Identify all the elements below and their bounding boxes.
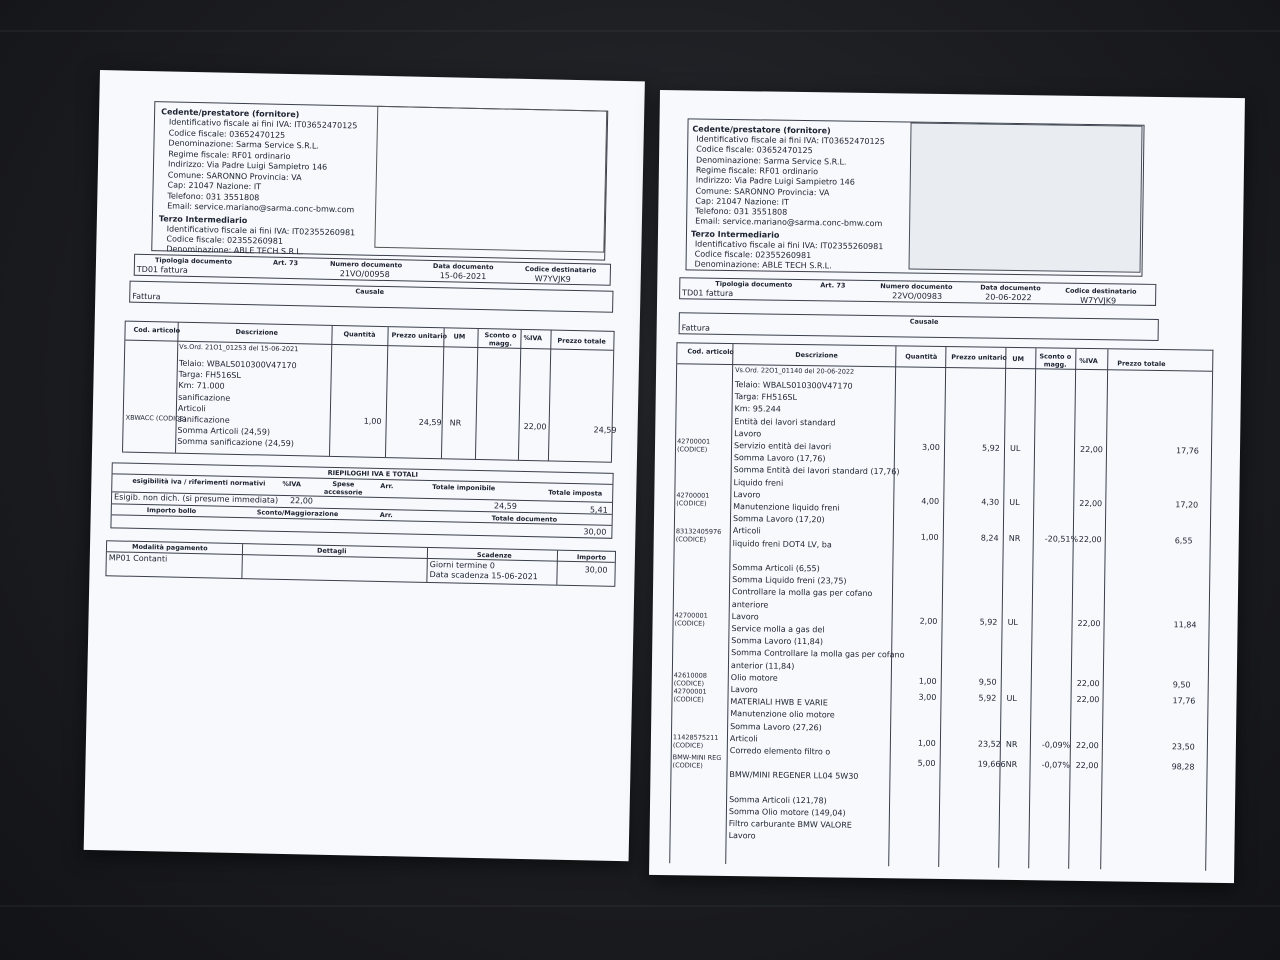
item-price: 24,59 — [418, 417, 442, 428]
supplier-line: Codice fiscale: 03652470125 — [168, 127, 286, 140]
modalita-value: MP01 Contanti — [108, 553, 168, 564]
item-qty: 1,00 — [917, 738, 936, 748]
supplier-line: Telefono: 031 3551808 — [695, 206, 788, 217]
description-line: Servizio entità dei lavori — [733, 441, 832, 452]
col-iva-header: %IVA — [523, 333, 543, 343]
description-line: Olio motore — [730, 672, 778, 683]
supplier-line: Cap: 21047 Nazione: IT — [695, 196, 789, 207]
item-code: 42700001 (CODICE) — [674, 611, 708, 628]
item-total: 9,50 — [1172, 680, 1191, 690]
bollo-header: Importo bollo — [146, 506, 197, 516]
item-iva: 22,00 — [1079, 444, 1103, 455]
description-line: Somma Articoli (121,78) — [729, 794, 827, 806]
description-line: Somma Lavoro (27,26) — [730, 721, 822, 732]
imposta-value: 5,41 — [589, 505, 608, 515]
item-qty: 3,00 — [921, 442, 940, 452]
item-total: 17,76 — [1172, 696, 1196, 706]
item-code: 42610008 (CODICE) — [673, 671, 707, 688]
spese-header: Spese accessorie — [323, 479, 363, 497]
item-total: 17,20 — [1175, 500, 1199, 510]
causale-box — [679, 312, 1159, 341]
item-um: UL — [1006, 693, 1017, 704]
item-price: 5,92 — [979, 617, 998, 627]
description-line: sanificazione — [177, 414, 230, 425]
description-line: Somma Articoli (6,55) — [732, 563, 820, 574]
doc-number-header: Numero documento — [880, 282, 953, 292]
col-sconto-header: Sconto o magg. — [484, 331, 517, 348]
riep-arr-header: Arr. — [380, 481, 394, 491]
modalita-header: Modalità pagamento — [131, 542, 208, 553]
bollo-sconto-header: Sconto/Maggiorazione — [256, 508, 339, 519]
items-table — [122, 321, 615, 463]
importo-header: Importo — [576, 553, 607, 562]
description-line: Somma Controllare la molla gas per cofano — [731, 648, 905, 660]
item-qty: 2,00 — [919, 616, 938, 626]
supplier-box — [151, 101, 608, 260]
intermediary-line: Codice fiscale: 02355260981 — [166, 234, 284, 246]
item-total: 11,84 — [1173, 620, 1197, 630]
supplier-line: Codice fiscale: 03652470125 — [696, 144, 813, 156]
description-line: MATERIALI HWB E VARIE — [730, 697, 828, 708]
bollo-arr-header: Arr. — [379, 510, 393, 520]
description-line: Articoli — [177, 403, 206, 414]
description-line: Controllare la molla gas per cofano — [731, 587, 873, 599]
col-total-header: Prezzo totale — [1117, 359, 1166, 369]
item-code: XBWACC (CODICE) — [125, 413, 187, 423]
supplier-line: Identificativo fiscale ai fini IVA: IT03652470125 — [168, 117, 358, 131]
art73-header: Art. 73 — [820, 281, 846, 290]
col-desc-header: Descrizione — [235, 327, 279, 337]
item-total: 23,50 — [1171, 742, 1195, 752]
description-line: Somma Lavoro (17,76) — [733, 453, 826, 464]
seat-seam-bottom — [0, 905, 1280, 907]
item-price: 9,50 — [978, 677, 997, 687]
description-line: Articoli — [729, 733, 758, 744]
invoice-left — [84, 70, 645, 861]
imponibile-value: 24,59 — [493, 501, 517, 511]
item-iva: 22,00 — [1079, 498, 1103, 509]
description-line: Lavoro — [731, 611, 759, 622]
doc-date-header: Data documento — [980, 283, 1041, 293]
item-total: 24,59 — [593, 425, 617, 435]
invoice-right — [649, 90, 1245, 883]
supplier-heading: Cedente/prestatore (fornitore) — [161, 107, 300, 120]
description-line: Somma Lavoro (11,84) — [731, 636, 824, 647]
supplier-line: Cap: 21047 Nazione: IT — [167, 180, 262, 192]
description-line: anterior (11,84) — [730, 660, 795, 671]
intermediary-heading: Terzo Intermediario — [158, 214, 248, 226]
description-line: Liquido freni — [733, 477, 784, 488]
supplier-line: Denominazione: Sarma Service S.R.L. — [695, 155, 847, 167]
description-line: Articoli — [732, 526, 761, 536]
causale-box — [129, 281, 613, 313]
totale-doc-value: 30,00 — [583, 527, 607, 537]
intermediary-line: Denominazione: ABLE TECH S.R.L. — [694, 259, 832, 271]
supplier-line: Regime fiscale: RF01 ordinario — [168, 148, 291, 161]
doc-type-header: Tipologia documento — [154, 256, 233, 266]
description-line: Manutenzione olio motore — [730, 709, 835, 720]
item-um: NR — [1008, 533, 1021, 544]
description-line: BMW/MINI REGENER LL04 5W30 — [729, 770, 859, 782]
item-um: UL — [1009, 497, 1020, 508]
supplier-line: Regime fiscale: RF01 ordinario — [695, 165, 819, 177]
esig-value: Esigib. non dich. (si presume immediata) — [113, 492, 279, 505]
description-line: Corredo elemento filtro o — [729, 746, 831, 757]
description-line: Telaio: WBALS010300V47170 — [178, 358, 297, 371]
recipient-box — [374, 106, 607, 253]
scadenze-line-2: Data scadenza 15-06-2021 — [429, 570, 538, 582]
item-price: 8,24 — [980, 533, 999, 543]
col-um-header: UM — [453, 332, 466, 341]
supplier-line: Denominazione: Sarma Service S.R.L. — [168, 138, 320, 151]
item-iva: 22,00 — [1076, 694, 1100, 705]
item-qty: 5,00 — [917, 758, 936, 768]
order-reference: Vs.Ord. 21O1_01253 del 15-06-2021 — [179, 342, 299, 354]
item-um: UL — [1009, 443, 1021, 454]
description-line: Service molla a gas del — [731, 624, 825, 635]
totale-doc-header: Totale documento — [491, 514, 558, 524]
item-sconto: -0,09% — [1041, 740, 1071, 750]
col-code-header: Cod. articolo — [687, 347, 734, 357]
description-line: Somma Articoli (24,59) — [177, 425, 271, 437]
intermediary-line: Identificativo fiscale ai fini IVA: IT02355260981 — [166, 224, 356, 238]
causale-value: Fattura — [132, 291, 161, 302]
causale-label: Causale — [909, 317, 939, 326]
item-total: 6,55 — [1174, 536, 1193, 546]
doc-info-table — [679, 277, 1156, 306]
supplier-line: Telefono: 031 3551808 — [167, 190, 260, 202]
doc-number-header: Numero documento — [329, 259, 403, 270]
imponibile-header: Totale imponibile — [432, 483, 496, 493]
description-line: Somma Lavoro (17,20) — [732, 514, 825, 525]
doc-date-value: 20-06-2022 — [985, 292, 1032, 303]
item-code: 42700001 (CODICE) — [673, 687, 707, 704]
description-line: sanificazione — [178, 392, 231, 403]
esig-header: esigibilità iva / riferimenti normativi — [132, 476, 266, 488]
col-qty-header: Quantità — [905, 352, 938, 361]
item-code: BMW-MINI REG (CODICE) — [672, 753, 722, 770]
col-desc-header: Descrizione — [795, 350, 838, 360]
imposta-header: Totale imposta — [548, 488, 603, 498]
description-line: liquido freni DOT4 LV, ba — [732, 538, 832, 550]
item-um: NR — [1005, 739, 1018, 750]
col-price-header: Prezzo unitario — [391, 331, 448, 341]
col-total-header: Prezzo totale — [557, 336, 606, 346]
item-qty: 1,00 — [918, 676, 937, 686]
doc-number-value: 21VO/00958 — [339, 269, 390, 280]
intermediary-line: Denominazione: ABLE TECH S.R.L. — [166, 244, 304, 257]
item-price: 4,30 — [981, 497, 1000, 507]
item-code: 42700001 (CODICE) — [676, 437, 711, 454]
item-qty: 1,00 — [363, 416, 382, 426]
art73-header: Art. 73 — [272, 258, 299, 268]
description-line: Targa: FH516SL — [178, 369, 241, 381]
supplier-line: Identificativo fiscale ai fini IVA: IT03652470125 — [696, 134, 885, 147]
item-sconto: -0,07% — [1041, 760, 1070, 770]
description-line: Km: 71.000 — [178, 381, 225, 392]
description-line: Telaio: WBALS010300V47170 — [734, 380, 853, 391]
scadenze-line-1: Giorni termine 0 — [429, 560, 495, 571]
recipient-code-header: Codice destinatario — [524, 264, 597, 275]
description-line: Lavoro — [728, 831, 756, 841]
dettagli-header: Dettagli — [316, 546, 347, 556]
description-line: Somma Entità dei lavori standard (17,76) — [733, 465, 900, 477]
description-line: Lavoro — [734, 428, 762, 439]
doc-type-value: TD01 fattura — [136, 264, 188, 275]
item-iva: 22,00 — [1075, 740, 1099, 751]
description-line: Km: 95.244 — [734, 404, 781, 415]
item-sconto: -20,51% — [1044, 534, 1079, 544]
item-price: 23,52 — [977, 739, 1001, 749]
item-qty: 1,00 — [920, 532, 939, 542]
description-line: Entità dei lavori standard — [734, 416, 836, 428]
doc-date-value: 15-06-2021 — [439, 271, 487, 282]
riepilogo-title: RIEPILOGHI IVA E TOTALI — [327, 468, 419, 479]
recipient-box — [909, 123, 1143, 273]
intermediary-line: Identificativo fiscale ai fini IVA: IT02355260981 — [694, 239, 884, 252]
description-line: Targa: FH516SL — [734, 392, 798, 403]
item-total: 17,76 — [1175, 446, 1199, 456]
description-line: Manutenzione liquido freni — [733, 502, 840, 513]
description-line: Somma Olio motore (149,04) — [728, 807, 846, 818]
recipient-code-value: W7YVJK9 — [1080, 295, 1117, 306]
description-line: Somma sanificazione (24,59) — [177, 437, 295, 449]
col-um-header: UM — [1012, 354, 1025, 364]
intermediary-line: Codice fiscale: 02355260981 — [694, 249, 812, 261]
description-line: Lavoro — [730, 685, 758, 695]
item-price: 5,92 — [981, 443, 1000, 453]
item-total: 98,28 — [1171, 762, 1195, 772]
item-code: 83132405976 (CODICE) — [675, 527, 722, 544]
col-price-header: Prezzo unitario — [951, 353, 1007, 362]
supplier-line: Indirizzo: Via Padre Luigi Sampietro 146 — [695, 175, 855, 187]
item-um: NR — [449, 418, 462, 428]
causale-value: Fattura — [681, 323, 711, 333]
riep-iva-header: %IVA — [282, 479, 302, 489]
riep-iva-value: 22,00 — [289, 496, 314, 506]
item-iva: 22,00 — [1076, 678, 1100, 689]
recipient-code-value: W7YVJK9 — [534, 274, 571, 284]
causale-label: Causale — [355, 287, 385, 296]
col-code-header: Cod. articolo — [133, 325, 181, 335]
item-um: NR — [1005, 759, 1018, 770]
doc-number-value: 22VO/00983 — [892, 291, 943, 301]
riepilogo-table — [110, 462, 613, 538]
scadenze-header: Scadenze — [476, 551, 512, 560]
doc-date-header: Data documento — [432, 262, 494, 272]
supplier-line: Comune: SARONNO Provincia: VA — [167, 169, 302, 182]
item-qty: 4,00 — [921, 496, 940, 506]
order-reference: Vs.Ord. 22O1_01140 del 20-06-2022 — [735, 366, 855, 376]
supplier-line: Email: service.mariano@sarma.conc-bmw.com — [167, 201, 355, 215]
item-um: UL — [1007, 617, 1018, 628]
item-iva: 22,00 — [1078, 534, 1102, 545]
supplier-line: Indirizzo: Via Padre Luigi Sampietro 146 — [167, 159, 328, 172]
item-price: 5,92 — [978, 693, 997, 703]
importo-value: 30,00 — [584, 565, 608, 575]
col-sconto-header: Sconto o magg. — [1039, 352, 1072, 369]
item-qty: 3,00 — [918, 692, 937, 702]
doc-type-header: Tipologia documento — [715, 279, 793, 289]
seat-seam-top — [0, 30, 1280, 32]
supplier-line: Comune: SARONNO Provincia: VA — [695, 186, 830, 197]
col-iva-header: %IVA — [1079, 356, 1098, 366]
item-iva: 22,00 — [523, 421, 547, 432]
item-code: 11428575211 (CODICE) — [672, 733, 719, 750]
description-line: Somma Liquido freni (23,75) — [732, 575, 847, 586]
doc-type-value: TD01 fattura — [682, 288, 734, 299]
item-price: 19,666 — [977, 759, 1006, 769]
items-table — [669, 342, 1213, 870]
intermediary-heading: Terzo Intermediario — [690, 229, 780, 240]
payment-table — [105, 540, 616, 587]
description-line: Filtro carburante BMW VALORE — [728, 819, 852, 830]
description-line: Lavoro — [733, 489, 761, 500]
supplier-heading: Cedente/prestatore (fornitore) — [692, 124, 831, 136]
supplier-line: Email: service.mariano@sarma.conc-bmw.com — [695, 216, 883, 229]
item-code: 42700001 (CODICE) — [676, 491, 710, 508]
recipient-code-header: Codice destinatario — [1065, 286, 1137, 296]
col-qty-header: Quantità — [343, 330, 376, 339]
description-line: anteriore — [731, 599, 769, 610]
item-iva: 22,00 — [1077, 618, 1101, 629]
supplier-box — [685, 118, 1144, 276]
item-iva: 22,00 — [1075, 760, 1099, 771]
